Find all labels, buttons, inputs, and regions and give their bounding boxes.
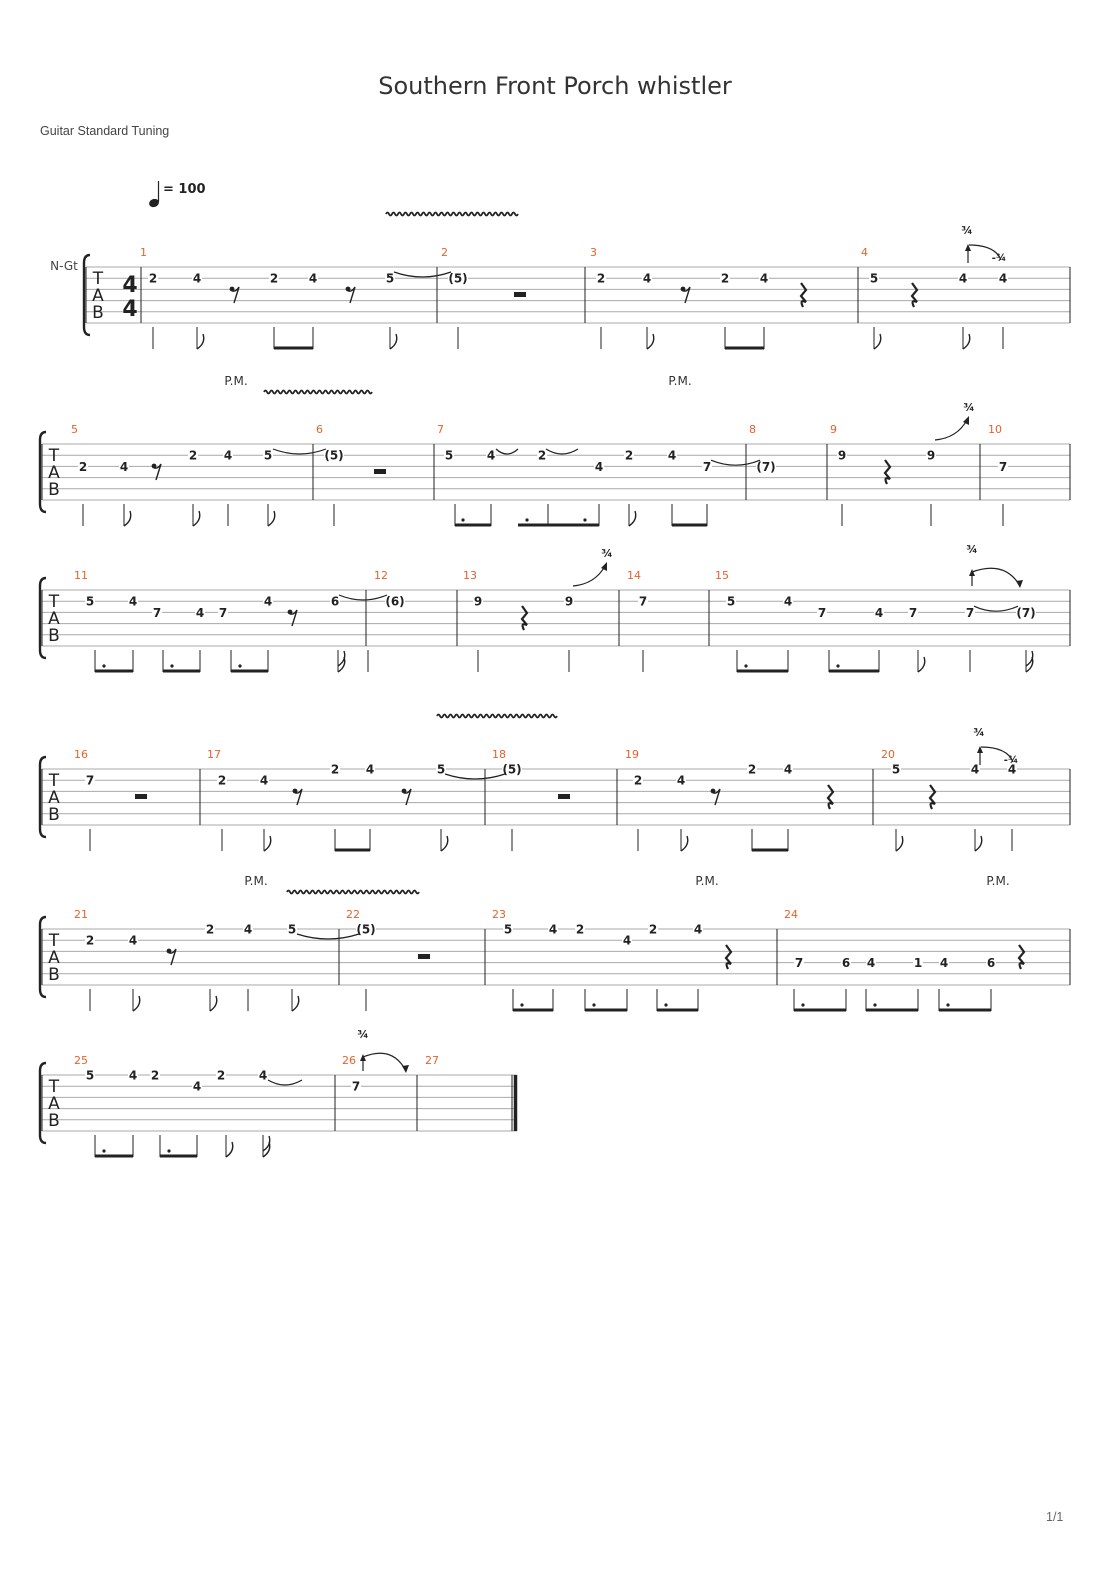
eighth-flag [441,836,448,851]
half-rest [418,954,430,959]
eighth-flag [390,334,397,349]
fret-number: 2 [205,922,215,937]
quarter-rest [1019,945,1024,969]
tab-clef-b: B [92,303,104,323]
fret-number: 4 [243,922,253,937]
fret-number: (6) [385,594,405,609]
measure-number: 7 [437,423,444,436]
rhythm-dot [102,1149,105,1152]
fret-number: 4 [998,271,1008,286]
fret-number: 4 [642,271,652,286]
quarter-rest [828,785,833,809]
tab-clef-a: A [48,1094,60,1114]
tab-clef-a: A [48,948,60,968]
palm-mute-label: P.M. [668,374,692,388]
measure-number: 27 [425,1054,439,1067]
fret-number: 5 [385,271,395,286]
vibrato-line [287,891,419,894]
rhythm-dot [592,1003,595,1006]
fret-number: 5 [869,271,879,286]
eighth-flag [975,836,982,851]
fret-number: 4 [759,271,769,286]
note-beam [866,1009,918,1012]
vibrato-line [386,213,518,216]
note-beam [737,670,788,673]
rhythm-dot [461,518,464,521]
fret-number: 2 [150,1068,160,1083]
fret-number: 4 [693,922,703,937]
fret-number: 4 [783,762,793,777]
system-6 [42,1075,517,1131]
fret-number: 4 [622,933,632,948]
rhythm-dot [102,664,105,667]
fret-number: (5) [502,762,522,777]
fret-number: 5 [85,1068,95,1083]
tie-arc [297,934,359,939]
measure-number: 15 [715,569,729,582]
tuning-label: Guitar Standard Tuning [40,124,170,138]
eighth-flag [197,334,204,349]
fret-number: 6 [841,956,851,971]
bend-arc [972,568,1020,586]
fret-number: 7 [85,773,95,788]
fret-number: 1 [913,956,923,971]
fret-number: 2 [148,271,158,286]
eighth-flag [264,836,271,851]
measure-number: 23 [492,908,506,921]
measure-number: 20 [881,748,895,761]
system-4 [42,769,1070,825]
measure-number: 18 [492,748,506,761]
bend-curve [573,566,605,586]
eighth-flag [896,836,903,851]
eighth-flag [124,511,131,526]
fret-number: 6 [986,956,996,971]
tab-clef-a: A [92,286,104,306]
fret-number: 4 [866,956,876,971]
measure-number: 25 [74,1054,88,1067]
measure-number: 5 [71,423,78,436]
quarter-rest [522,606,527,630]
eighth-flag [133,996,140,1011]
bend-amount: ¾ [973,726,985,739]
tie-arc [268,1080,302,1085]
measure-number: 11 [74,569,88,582]
measure-number: 6 [316,423,323,436]
fret-number: 4 [365,762,375,777]
fret-number: 7 [218,605,228,620]
fret-number: 7 [794,956,804,971]
eighth-flag [268,511,275,526]
rhythm-dot [801,1003,804,1006]
eighth-flag [193,511,200,526]
rhythm-dot [525,518,528,521]
measure-number: 10 [988,423,1002,436]
fret-number: 4 [676,773,686,788]
measure-number: 8 [749,423,756,436]
note-beam [455,524,491,527]
fret-number: 4 [128,933,138,948]
tab-clef-a: A [48,463,60,483]
note-beam [518,524,599,527]
quarter-rest [912,283,917,307]
fret-number: 4 [970,762,980,777]
vibrato-line [437,715,557,718]
note-beam [231,670,268,673]
rhythm-dot [167,1149,170,1152]
vibrato-line [264,391,372,394]
fret-number: 9 [837,448,847,463]
rhythm-dot [744,664,747,667]
fret-number: 4 [486,448,496,463]
time-signature-bottom: 4 [122,297,138,322]
tab-clef-b: B [48,1111,60,1131]
eighth-flag [647,334,654,349]
rhythm-dot [583,518,586,521]
eighth-flag [681,836,688,851]
quarter-rest [726,945,731,969]
fret-number: 4 [667,448,677,463]
fret-number: 4 [223,448,233,463]
fret-number: (5) [356,922,376,937]
fret-number: 5 [503,922,513,937]
quarter-rest [885,460,890,484]
tie-arc [496,449,518,454]
fret-number: 2 [217,773,227,788]
bend-arc [363,1053,406,1071]
tie-arc [445,774,505,779]
bend-arrow [969,569,975,576]
fret-number: 2 [633,773,643,788]
palm-mute-label: P.M. [986,874,1010,888]
rhythm-dot [836,664,839,667]
tie-arc [711,460,760,465]
fret-number: 7 [998,459,1008,474]
eighth-flag [210,996,217,1011]
fret-number: 7 [817,605,827,620]
note-beam [585,1009,627,1012]
half-rest [135,794,147,799]
tab-clef-b: B [48,626,60,646]
half-rest [558,794,570,799]
fret-number: 7 [908,605,918,620]
note-beam [160,1155,197,1158]
fret-number: 6 [330,594,340,609]
tie-arc [974,606,1018,611]
fret-number: 9 [564,594,574,609]
fret-number: 2 [720,271,730,286]
fret-number: (7) [756,459,776,474]
fret-number: (5) [324,448,344,463]
bend-arrow [402,1065,409,1073]
note-beam [725,347,764,350]
fret-number: 5 [436,762,446,777]
half-rest [374,469,386,474]
fret-number: 7 [638,594,648,609]
bend-amount: ¾ [966,543,978,556]
fret-number: 2 [216,1068,226,1083]
tab-clef-b: B [48,805,60,825]
measure-number: 1 [140,246,147,259]
fret-number: 4 [1007,762,1017,777]
eighth-flag [292,996,299,1011]
bend-arrow [963,416,969,425]
fret-number: 4 [128,594,138,609]
note-beam [939,1009,991,1012]
tab-clef-t: T [48,1077,60,1097]
fret-number: 4 [548,922,558,937]
note-beam [794,1009,846,1012]
eighth-flag [629,511,636,526]
measure-number: 16 [74,748,88,761]
fret-number: 4 [874,605,884,620]
measure-number: 19 [625,748,639,761]
bend-amount: ¾ [961,224,973,237]
measure-number: 12 [374,569,388,582]
fret-number: 4 [128,1068,138,1083]
quarter-rest [930,785,935,809]
fret-number: 4 [192,271,202,286]
rhythm-dot [520,1003,523,1006]
note-beam [513,1009,553,1012]
note-beam [657,1009,698,1012]
bend-amount: ¾ [601,547,613,560]
fret-number: 5 [726,594,736,609]
system-1 [86,267,1070,323]
measure-number: 3 [590,246,597,259]
release-amount: -¾ [1003,755,1019,766]
fret-number: 2 [648,922,658,937]
bend-amount: ¾ [963,401,975,414]
fret-number: 5 [287,922,297,937]
note-beam [274,347,313,350]
palm-mute-label: P.M. [244,874,268,888]
rhythm-dot [873,1003,876,1006]
rhythm-dot [238,664,241,667]
measure-number: 2 [441,246,448,259]
tab-clef-a: A [48,609,60,629]
note-beam [95,670,133,673]
palm-mute-label: P.M. [224,374,248,388]
half-rest [514,292,526,297]
measure-number: 14 [627,569,641,582]
fret-number: 2 [269,271,279,286]
fret-number: 7 [351,1079,361,1094]
fret-number: (7) [1016,605,1036,620]
fret-number: 4 [783,594,793,609]
fret-number: 2 [624,448,634,463]
eighth-flag [226,1142,233,1157]
measure-number: 13 [463,569,477,582]
measure-number: 4 [861,246,868,259]
tab-clef-a: A [48,788,60,808]
fret-number: 4 [192,1079,202,1094]
fret-number: 4 [119,459,129,474]
note-beam [672,524,707,527]
score-title: Southern Front Porch whistler [378,72,732,100]
note-beam [829,670,879,673]
quarter-rest [801,283,806,307]
fret-number: 9 [926,448,936,463]
fret-number: 4 [308,271,318,286]
fret-number: 2 [330,762,340,777]
fret-number: (5) [448,271,468,286]
tab-clef-t: T [92,269,104,289]
fret-number: 2 [85,933,95,948]
tab-clef-b: B [48,965,60,985]
tab-clef-t: T [48,592,60,612]
fret-number: 4 [263,594,273,609]
fret-number: 5 [85,594,95,609]
fret-number: 4 [594,459,604,474]
fret-number: 2 [188,448,198,463]
rhythm-dot [946,1003,949,1006]
fret-number: 4 [258,1068,268,1083]
fret-number: 7 [702,459,712,474]
note-beam [335,849,370,852]
note-beam [163,670,200,673]
eighth-flag [874,334,881,349]
fret-number: 5 [444,448,454,463]
bend-arrow [601,562,607,571]
tempo-value: = 100 [163,182,206,197]
bend-curve [935,420,967,440]
fret-number: 2 [537,448,547,463]
tab-clef-t: T [48,771,60,791]
tab-clef-t: T [48,446,60,466]
fret-number: 4 [958,271,968,286]
bend-amount: ¾ [357,1028,369,1041]
fret-number: 2 [575,922,585,937]
note-beam [752,849,788,852]
measure-number: 26 [342,1054,356,1067]
rhythm-dot [170,664,173,667]
rhythm-dot [664,1003,667,1006]
measure-number: 22 [346,908,360,921]
tie-arc [339,595,387,600]
fret-number: 5 [891,762,901,777]
tab-clef-b: B [48,480,60,500]
fret-number: 4 [259,773,269,788]
release-amount: -¾ [991,253,1007,264]
fret-number: 2 [596,271,606,286]
fret-number: 7 [152,605,162,620]
fret-number: 2 [78,459,88,474]
page-number: 1/1 [1046,1510,1064,1524]
measure-number: 24 [784,908,798,921]
fret-number: 2 [747,762,757,777]
track-label: N-Gt [50,259,78,273]
tab-clef-t: T [48,931,60,951]
fret-number: 5 [263,448,273,463]
bend-arrow [1016,580,1023,588]
note-beam [95,1155,133,1158]
tie-arc [273,449,326,454]
measure-number: 21 [74,908,88,921]
fret-number: 4 [939,956,949,971]
fret-number: 4 [195,605,205,620]
palm-mute-label: P.M. [695,874,719,888]
eighth-flag [918,657,925,672]
fret-number: 9 [473,594,483,609]
measure-number: 9 [830,423,837,436]
measure-number: 17 [207,748,221,761]
tie-arc [546,449,578,454]
eighth-flag [963,334,970,349]
bend-arrow [360,1054,366,1061]
tie-arc [394,272,451,277]
fret-number: 7 [965,605,975,620]
time-signature-top: 4 [122,273,138,298]
